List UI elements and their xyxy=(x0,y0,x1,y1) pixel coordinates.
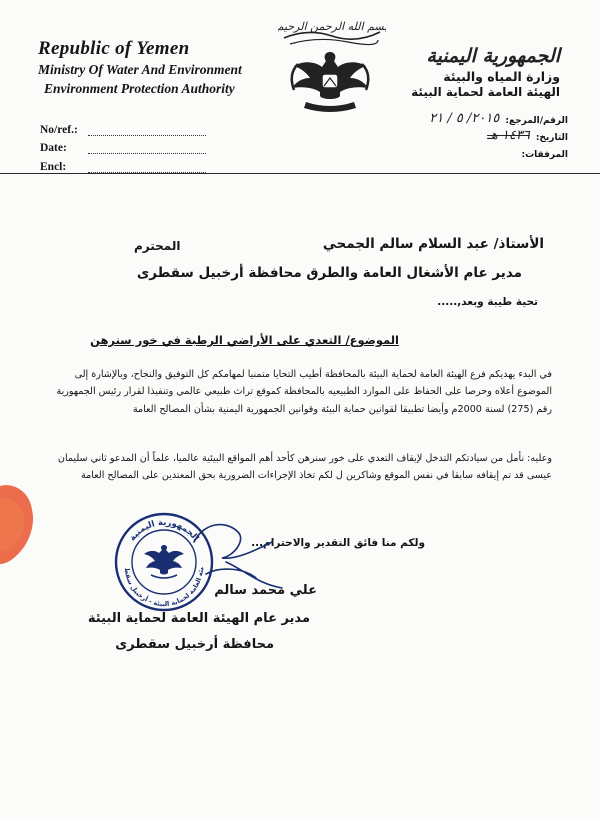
signatory-name: علي محمد سالم xyxy=(214,583,317,598)
arabic-ref-label: الرقم/المرجع: xyxy=(505,116,568,126)
signatory-region: محافظة أرخبيل سقطرى xyxy=(115,637,274,652)
english-authority-name: Environment Protection Authority xyxy=(44,81,235,96)
arabic-encl-label: المرفقات: xyxy=(521,150,568,160)
arabic-letterhead xyxy=(411,45,560,99)
no-ref-label: No/ref.: xyxy=(40,123,78,136)
arabic-country-name: الجمهورية اليمنية xyxy=(426,45,560,67)
greeting: تحية طيبة وبعد,..... xyxy=(437,296,538,308)
english-ministry-name: Ministry Of Water And Environment xyxy=(38,62,242,77)
yemen-eagle-emblem-icon xyxy=(276,44,384,120)
svg-text:بسم الله الرحمن الرحيم: بسم الله الرحمن الرحيم xyxy=(278,20,386,33)
svg-text:الهيئة العامة لحماية البيئة -: يئة العامة لحماية البيئة - أرخبيل سقط xyxy=(122,567,206,609)
encl-dots xyxy=(88,163,206,173)
body-paragraph-2: وعليه: نأمل من سيادتكم التدخل لإيقاف التعدي على خور سنرهن كأحد أهم المواقع البيئية عالميا، علماً أن المدعو ثاني سليمان عيسى قد تم إيقافه سابقا في نفس الموقع وشاكرين ل لكم تخاذ الإجراءات الضرورية بحق المعتدين على المصالح العامة xyxy=(57,453,552,482)
date-dots xyxy=(88,144,206,154)
arabic-date-label: التاريخ: xyxy=(535,133,568,143)
arabic-date-value: ١٤٣٦ هـ xyxy=(487,128,530,143)
header-divider xyxy=(0,173,600,174)
red-stamp-mark-icon xyxy=(0,478,40,572)
body-paragraph-1: في البدء يهديكم فرع الهيئة العامة لحماية البيئة بالمحافظة أطيب التحايا متمنيا لمهامكم كل التوفيق والنجاح، وبالإشارة إلى الموضوع أعلاه وحرصا على الحفاظ على الموارد الطبيعيه بالمحافظة كموقع تراث طبيعي عالمي وتنفيذا لقرار رئيس الجمهورية رقم (275) لسنة 2000م وأيضا تطبيقا لقوانين حماية البيئة وقوانين الجمهورية اليمنية بشأن المصالح العامة xyxy=(56,369,552,415)
no-ref-dots xyxy=(88,126,206,136)
svg-text:الجمهورية اليمنية: الجمهورية اليمنية xyxy=(127,517,201,544)
encl-label: Encl: xyxy=(40,160,67,173)
english-country-name: Republic of Yemen xyxy=(38,38,190,59)
english-reference-fields xyxy=(40,117,206,173)
arabic-authority-name: الهيئة العامة لحماية البيئة xyxy=(411,85,560,99)
addressee-honorific: المحترم xyxy=(134,239,181,253)
closing-line: ولكم منا فائق التقدير والاحترام... xyxy=(251,537,425,549)
arabic-ministry-name: وزارة المياه والبيئة xyxy=(443,69,560,84)
date-label: Date: xyxy=(40,142,67,154)
official-round-stamp xyxy=(113,511,215,617)
addressee-position: مدير عام الأشغال العامة والطرق محافظة أرخبيل سقطرى xyxy=(136,265,522,281)
addressee-name: الأستاذ/ عبد السلام سالم الجمحي xyxy=(322,236,544,252)
arabic-reference-fields xyxy=(422,109,568,160)
arabic-ref-value: ٢٠١٥/ ٥ / ٢١ xyxy=(429,111,500,126)
letter-subject: الموضوع/ التعدي على الأراضي الرطبة في خور سنرهن xyxy=(90,333,399,347)
english-letterhead xyxy=(38,38,242,97)
signatory-title: مدير عام الهيئة العامة لحماية البيئة xyxy=(87,611,310,626)
